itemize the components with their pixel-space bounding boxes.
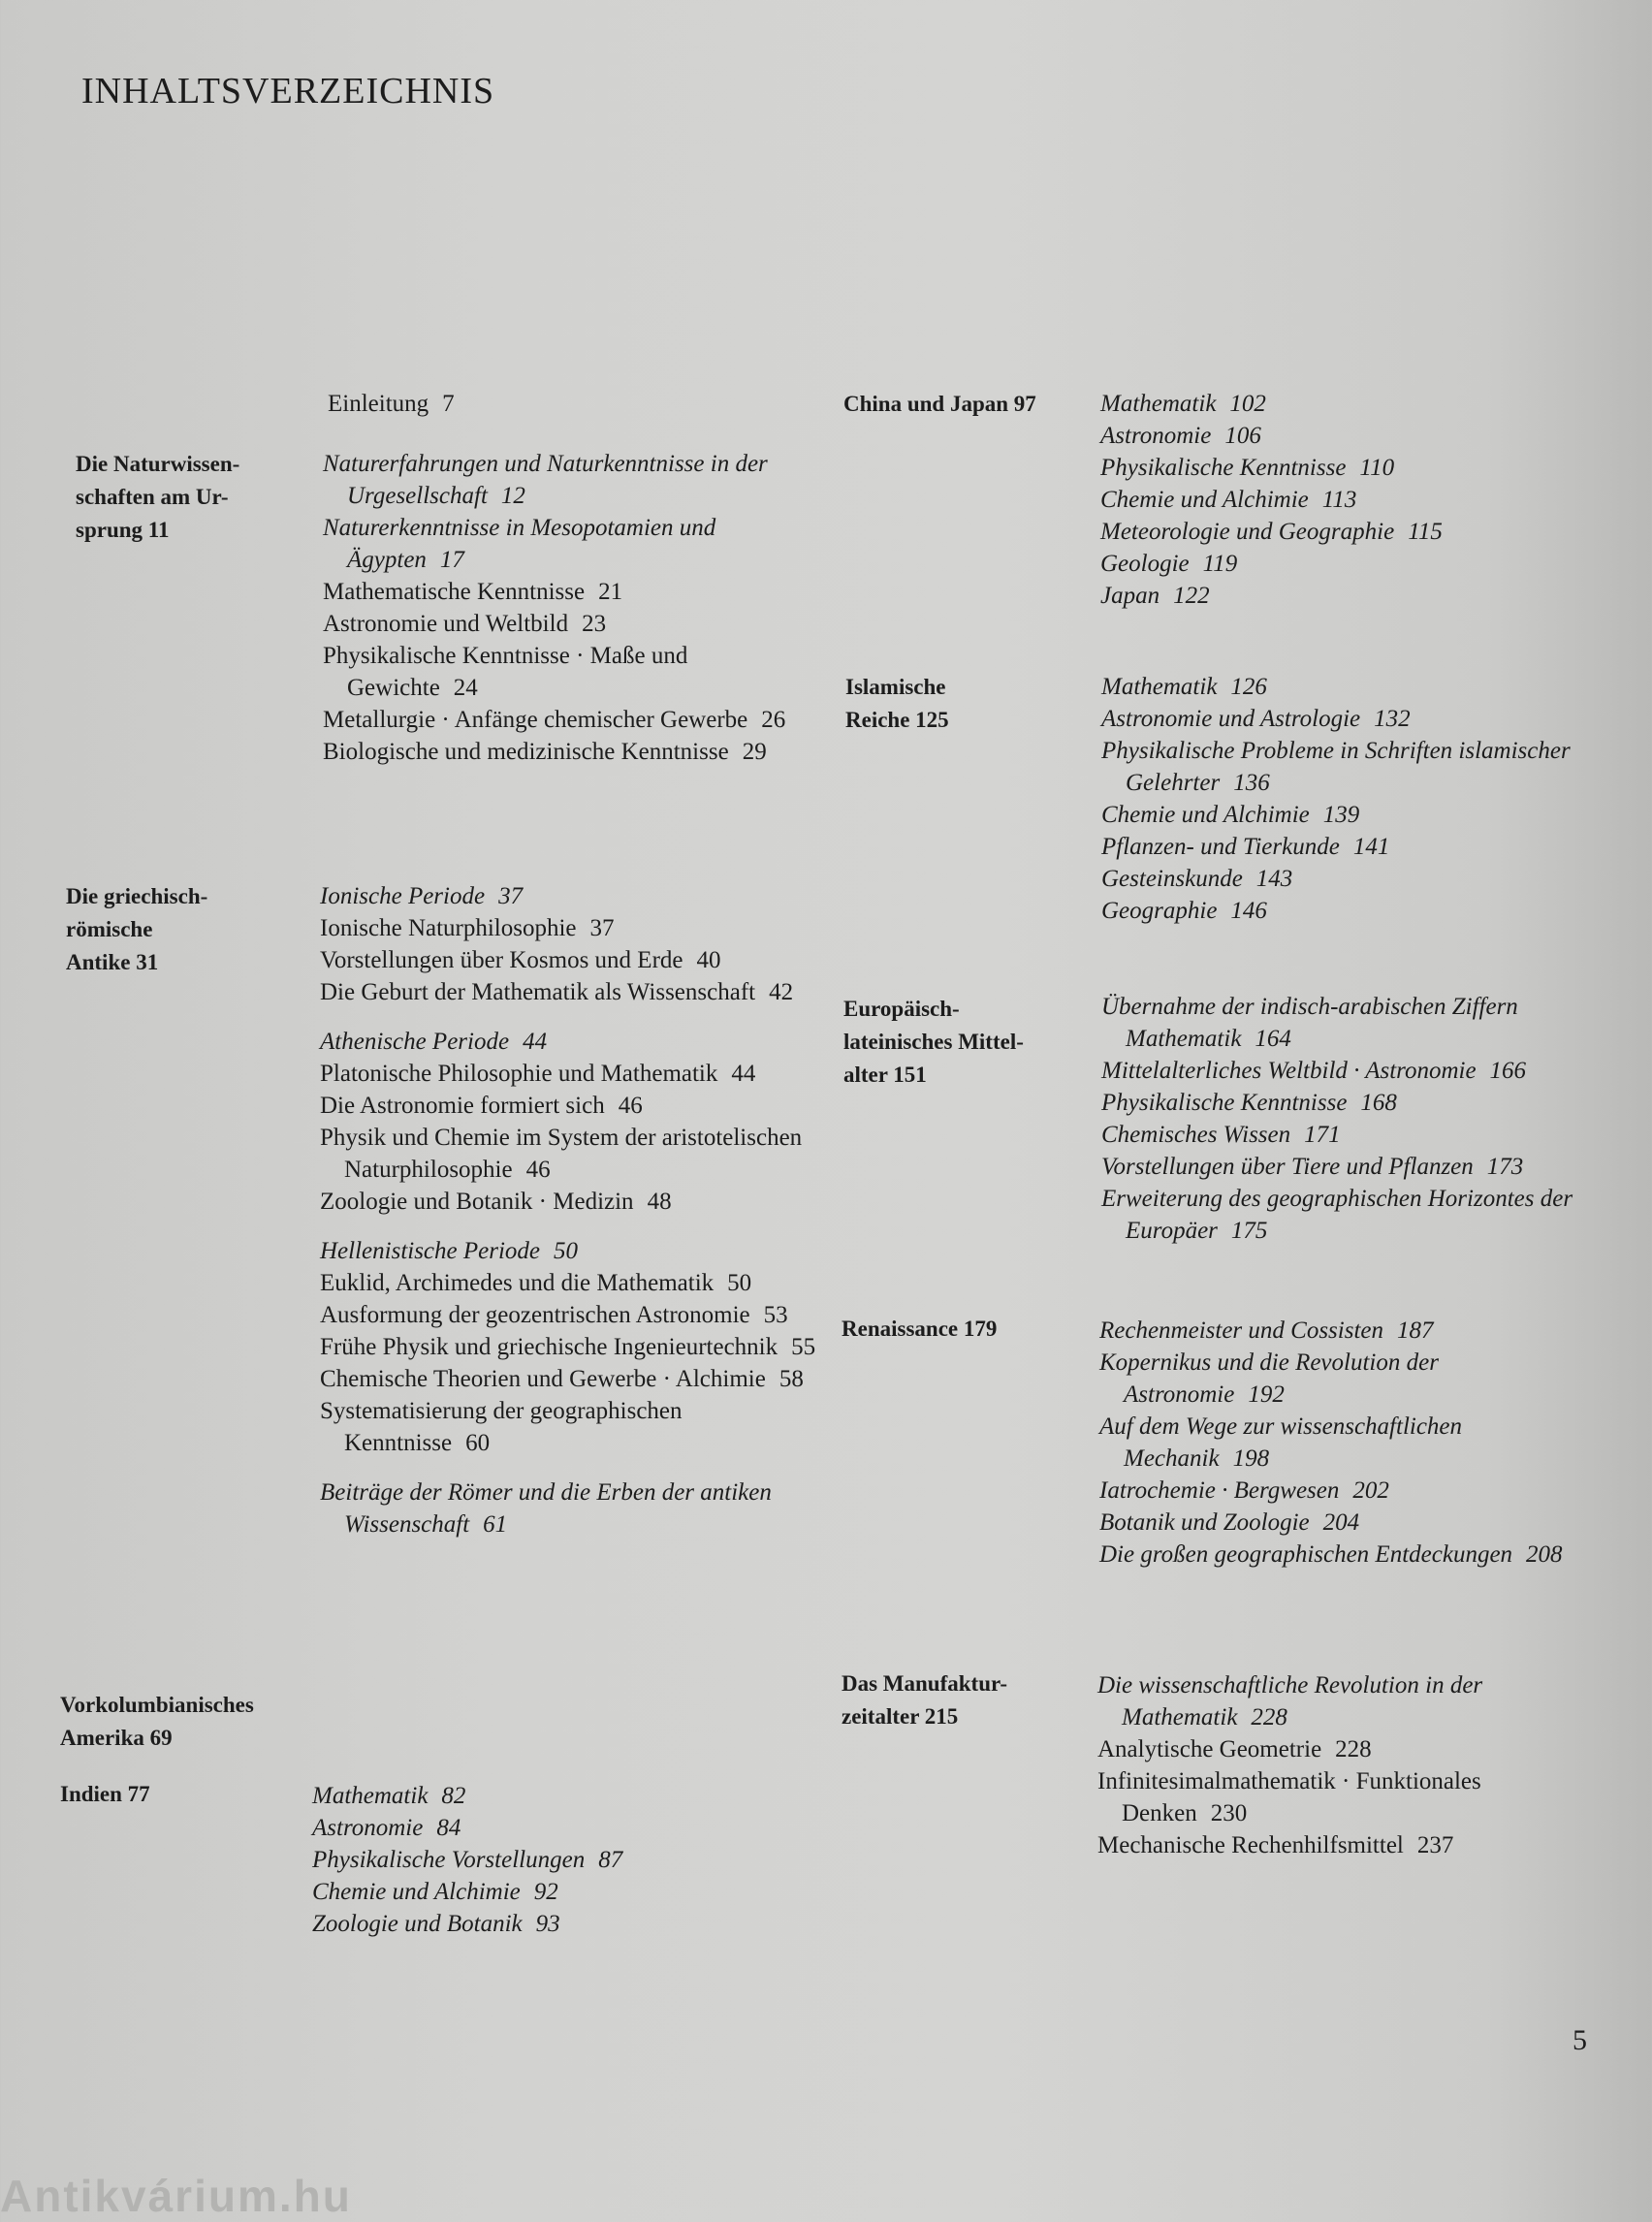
toc-entry — [1101, 895, 1601, 927]
toc-entry-page: 40 — [696, 947, 721, 973]
toc-entry — [312, 1780, 797, 1812]
toc-entry-page: 146 — [1230, 898, 1267, 924]
toc-entry-title: Systematisierung der geographischen Kenntnisse — [320, 1398, 683, 1456]
section-label-china-japan — [843, 388, 1036, 421]
section-label-line: Islamische — [845, 675, 946, 699]
toc-entry-page: 126 — [1230, 674, 1267, 700]
toc-entry — [328, 388, 793, 420]
toc-entry — [1101, 735, 1601, 799]
toc-entry — [320, 880, 829, 912]
toc-entry — [323, 448, 822, 512]
toc-entry-title: Infinitesimalmathematik · Funktionales Denken — [1097, 1768, 1481, 1826]
toc-entry-page: 175 — [1230, 1218, 1268, 1244]
toc-entry — [1099, 1475, 1604, 1507]
toc-entry-title: Ausformung der geozentrischen Astronomie — [320, 1302, 750, 1328]
toc-entry-page: 202 — [1352, 1477, 1389, 1504]
toc-entry — [320, 1186, 829, 1218]
toc-entry — [1101, 991, 1605, 1055]
section-label-manufakturzeitalter — [842, 1667, 1007, 1733]
toc-entry-title: Vorstellungen über Tiere und Pflanzen — [1101, 1154, 1474, 1180]
toc-entry-title: Mathematik — [312, 1783, 429, 1809]
section-label-line: Renaissance 179 — [842, 1317, 998, 1341]
toc-entry-title: Einleitung — [328, 391, 429, 417]
toc-entry — [312, 1844, 797, 1876]
toc-entry-title: Beiträge der Römer und die Erben der antiken Wissenschaft — [320, 1479, 772, 1538]
toc-entry-page: 42 — [769, 979, 794, 1005]
toc-entry-title: Iatrochemie · Bergwesen — [1099, 1477, 1340, 1504]
toc-entry — [1101, 831, 1601, 863]
toc-entry-page: 44 — [523, 1029, 548, 1055]
toc-entry-page: 12 — [500, 483, 525, 509]
toc-entry — [323, 640, 822, 704]
section-label-renaissance — [842, 1313, 997, 1346]
section-label-antike — [66, 880, 207, 979]
toc-entry-page: 208 — [1526, 1541, 1563, 1568]
toc-entry-page: 48 — [647, 1189, 672, 1215]
toc-entry-page: 7 — [442, 391, 455, 417]
toc-entry-title: Übernahme der indisch-arabischen Ziffern Mathematik — [1101, 994, 1518, 1052]
toc-entry-page: 192 — [1248, 1381, 1285, 1408]
toc-entry-title: Physikalische Probleme in Schriften islamischer Gelehrter — [1101, 738, 1571, 796]
toc-entry-title: Botanik und Zoologie — [1099, 1509, 1310, 1536]
section-label-line: Die griechisch- — [66, 884, 208, 908]
toc-entry-page: 113 — [1321, 487, 1357, 513]
toc-entry-page: 53 — [763, 1302, 788, 1328]
section-label-indien — [60, 1778, 150, 1811]
toc-entry-title: Metallurgie · Anfänge chemischer Gewerbe — [323, 707, 748, 733]
toc-entry — [323, 736, 822, 768]
toc-entry — [1101, 671, 1601, 703]
toc-entry-title: Geographie — [1101, 898, 1218, 924]
page-number: 5 — [1573, 2024, 1587, 2056]
toc-entry-page: 50 — [554, 1238, 579, 1264]
toc-entry-title: Chemie und Alchimie — [1101, 802, 1310, 828]
section-label-line: schaften am Ur- — [76, 485, 229, 509]
toc-entry-title: Pflanzen- und Tierkunde — [1101, 834, 1340, 860]
toc-entry-page: 50 — [727, 1270, 752, 1296]
toc-entry — [320, 1331, 829, 1363]
toc-entry-page: 60 — [465, 1430, 491, 1456]
toc-entry — [1101, 799, 1601, 831]
toc-entry — [1100, 452, 1604, 484]
entries-indien — [312, 1780, 797, 1940]
toc-entry — [323, 704, 822, 736]
section-label-line: Vorkolumbianisches — [60, 1693, 254, 1717]
toc-entry-page: 115 — [1408, 519, 1443, 545]
toc-entry-title: Euklid, Archimedes und die Mathematik — [320, 1270, 715, 1296]
toc-entry-title: Kopernikus und die Revolution der Astronomie — [1099, 1349, 1439, 1408]
toc-entry — [312, 1812, 797, 1844]
toc-entry — [320, 1090, 829, 1122]
toc-entry-page: 168 — [1360, 1090, 1397, 1116]
toc-entry-page: 204 — [1322, 1509, 1360, 1536]
toc-entry-page: 82 — [441, 1783, 466, 1809]
toc-entry — [1097, 1733, 1602, 1765]
toc-entry-page: 164 — [1255, 1026, 1291, 1052]
toc-entry — [320, 976, 829, 1008]
toc-entry-title: Chemisches Wissen — [1101, 1122, 1291, 1148]
toc-entry — [1100, 420, 1604, 452]
entries-mittelalter — [1101, 991, 1605, 1247]
toc-entry-page: 23 — [582, 611, 607, 637]
toc-entry — [320, 1058, 829, 1090]
toc-entry-title: Physikalische Kenntnisse · Maße und Gewichte — [323, 643, 688, 701]
toc-entry — [312, 1876, 797, 1908]
section-label-line: sprung 11 — [76, 518, 170, 542]
toc-entry-title: Physik und Chemie im System der aristotelischen Naturphilosophie — [320, 1125, 803, 1183]
toc-entry-title: Die Geburt der Mathematik als Wissenschaft — [320, 979, 756, 1005]
toc-entry-page: 166 — [1489, 1058, 1527, 1084]
toc-entry — [1101, 1151, 1605, 1183]
toc-entry-title: Mathematik — [1100, 391, 1217, 417]
toc-entry-title: Zoologie und Botanik — [312, 1911, 523, 1937]
section-label-line: lateinisches Mittel- — [843, 1030, 1024, 1054]
toc-entry — [1099, 1347, 1604, 1411]
toc-entry-title: Naturerfahrungen und Naturkenntnisse in der Urgesellschaft — [323, 451, 768, 509]
entries-china-japan — [1100, 388, 1604, 612]
toc-entry-title: Geologie — [1100, 551, 1190, 577]
toc-entry — [320, 912, 829, 944]
toc-entry-title: Erweiterung des geographischen Horizontes der Europäer — [1101, 1186, 1573, 1244]
toc-entry — [1099, 1315, 1604, 1347]
watermark: Antikvárium.hu — [0, 2171, 352, 2221]
toc-entry-page: 102 — [1229, 391, 1266, 417]
toc-entry-page: 228 — [1335, 1736, 1372, 1762]
toc-entry — [1101, 1119, 1605, 1151]
toc-entry — [1101, 1087, 1605, 1119]
toc-entry — [320, 1235, 829, 1267]
section-label-line: Europäisch- — [843, 997, 960, 1021]
toc-entry-title: Astronomie — [1100, 423, 1212, 449]
toc-entry — [1097, 1829, 1602, 1861]
toc-entry — [1101, 1055, 1605, 1087]
toc-entry-page: 37 — [498, 883, 524, 909]
toc-entry-page: 110 — [1359, 455, 1395, 481]
toc-entry-title: Mathematische Kenntnisse — [323, 579, 586, 605]
toc-entry — [1101, 863, 1601, 895]
toc-entry-title: Athenische Periode — [320, 1029, 510, 1055]
toc-entry-title: Biologische und medizinische Kenntnisse — [323, 739, 729, 765]
toc-entry — [1097, 1669, 1602, 1733]
toc-entry-page: 24 — [453, 675, 478, 701]
toc-entry-page: 171 — [1304, 1122, 1341, 1148]
toc-entry-title: Die wissenschaftliche Revolution in der Mathematik — [1097, 1672, 1483, 1730]
toc-entry-page: 26 — [761, 707, 786, 733]
toc-entry — [323, 512, 822, 576]
toc-entry-page: 122 — [1173, 583, 1210, 609]
toc-entry-title: Meteorologie und Geographie — [1100, 519, 1395, 545]
toc-entry-title: Ionische Naturphilosophie — [320, 915, 577, 941]
toc-entry-title: Gesteinskunde — [1101, 866, 1243, 892]
toc-entry-title: Analytische Geometrie — [1097, 1736, 1322, 1762]
toc-entry-page: 173 — [1486, 1154, 1524, 1180]
section-label-amerika — [60, 1689, 254, 1755]
section-label-naturwissenschaften — [76, 448, 239, 547]
toc-entry — [1100, 516, 1604, 548]
toc-entry — [1100, 484, 1604, 516]
toc-entry-title: Frühe Physik und griechische Ingenieurtechnik — [320, 1334, 778, 1360]
toc-entry-title: Mittelalterliches Weltbild · Astronomie — [1101, 1058, 1477, 1084]
toc-entry-page: 84 — [436, 1815, 461, 1841]
toc-entry — [320, 1299, 829, 1331]
toc-entry — [1101, 703, 1601, 735]
toc-entry-title: Physikalische Kenntnisse — [1100, 455, 1347, 481]
toc-entry-title: Hellenistische Periode — [320, 1238, 541, 1264]
toc-entry-title: Chemische Theorien und Gewerbe · Alchimie — [320, 1366, 766, 1392]
toc-entry-title: Astronomie — [312, 1815, 424, 1841]
toc-entry — [323, 576, 822, 608]
toc-entry-page: 132 — [1374, 706, 1411, 732]
toc-entry-page: 46 — [618, 1093, 643, 1119]
toc-entry-page: 237 — [1416, 1832, 1454, 1858]
toc-entry-title: Mathematik — [1101, 674, 1218, 700]
toc-entry-page: 55 — [791, 1334, 816, 1360]
page-title: INHALTSVERZEICHNIS — [81, 71, 495, 111]
entries-renaissance — [1099, 1315, 1604, 1571]
toc-entry-title: Rechenmeister und Cossisten — [1099, 1317, 1384, 1344]
section-label-islamische-reiche — [845, 671, 949, 737]
toc-entry-title: Physikalische Kenntnisse — [1101, 1090, 1348, 1116]
toc-entry-title: Naturerkenntnisse in Mesopotamien und Ägypten — [323, 515, 716, 573]
toc-entry-title: Zoologie und Botanik · Medizin — [320, 1189, 634, 1215]
toc-entry-title: Die Astronomie formiert sich — [320, 1093, 605, 1119]
section-label-line: Amerika 69 — [60, 1726, 173, 1750]
toc-entry-page: 92 — [533, 1879, 558, 1905]
toc-entry — [320, 1122, 829, 1186]
entries-antike — [320, 880, 829, 1540]
toc-entry — [1099, 1539, 1604, 1571]
toc-entry — [1100, 388, 1604, 420]
toc-entry-page: 187 — [1397, 1317, 1434, 1344]
toc-entry-page: 106 — [1224, 423, 1261, 449]
toc-entry-page: 87 — [598, 1847, 623, 1873]
toc-entry-page: 139 — [1322, 802, 1360, 828]
toc-entry-page: 21 — [598, 579, 623, 605]
entries-islamische-reiche — [1101, 671, 1601, 927]
toc-entry — [320, 944, 829, 976]
toc-entry — [1100, 580, 1604, 612]
section-label-line: zeitalter 215 — [842, 1704, 959, 1729]
section-label-mittelalter — [843, 993, 1024, 1092]
toc-entry-page: 58 — [778, 1366, 804, 1392]
section-label-line: alter 151 — [843, 1063, 927, 1087]
toc-entry-page: 61 — [483, 1511, 508, 1538]
toc-entry-title: Japan — [1100, 583, 1160, 609]
toc-entry — [312, 1908, 797, 1940]
section-label-line: China und Japan 97 — [843, 392, 1036, 416]
toc-entry — [1097, 1765, 1602, 1829]
section-label-line: römische — [66, 917, 153, 941]
toc-entry-page: 17 — [439, 547, 464, 573]
toc-entry-page: 143 — [1255, 866, 1293, 892]
toc-entry-title: Platonische Philosophie und Mathematik — [320, 1061, 718, 1087]
toc-entry-title: Astronomie und Weltbild — [323, 611, 569, 637]
toc-entry-page: 44 — [731, 1061, 756, 1087]
toc-entry-title: Die großen geographischen Entdeckungen — [1099, 1541, 1513, 1568]
entries-manufakturzeitalter — [1097, 1669, 1602, 1861]
entries-naturwissenschaften — [323, 448, 822, 768]
section-label-line: Das Manufaktur- — [842, 1671, 1008, 1696]
toc-entry — [320, 1267, 829, 1299]
toc-entry — [1101, 1183, 1605, 1247]
toc-entry-page: 93 — [535, 1911, 560, 1937]
toc-entry — [1099, 1507, 1604, 1539]
toc-entry-title: Ionische Periode — [320, 883, 486, 909]
intro-entries — [328, 388, 793, 420]
section-label-line: Die Naturwissen- — [76, 452, 240, 476]
toc-entry — [323, 608, 822, 640]
toc-entry-title: Physikalische Vorstellungen — [312, 1847, 586, 1873]
toc-entry-page: 141 — [1352, 834, 1390, 860]
toc-entry — [1099, 1411, 1604, 1475]
toc-entry — [320, 1026, 829, 1058]
toc-entry-page: 230 — [1210, 1800, 1248, 1826]
toc-entry-title: Chemie und Alchimie — [312, 1879, 521, 1905]
toc-entry-page: 29 — [742, 739, 767, 765]
section-label-line: Reiche 125 — [845, 708, 949, 732]
toc-entry-page: 119 — [1202, 551, 1238, 577]
toc-entry — [320, 1395, 829, 1459]
toc-entry — [320, 1363, 829, 1395]
toc-entry-page: 228 — [1251, 1704, 1287, 1730]
toc-entry-title: Vorstellungen über Kosmos und Erde — [320, 947, 683, 973]
section-label-line: Indien 77 — [60, 1782, 150, 1806]
toc-entry-title: Chemie und Alchimie — [1100, 487, 1309, 513]
toc-entry-title: Auf dem Wege zur wissenschaftlichen Mechanik — [1099, 1413, 1463, 1472]
toc-entry — [320, 1476, 829, 1540]
section-label-line: Antike 31 — [66, 950, 159, 974]
toc-entry-title: Mechanische Rechenhilfsmittel — [1097, 1832, 1404, 1858]
toc-entry-page: 46 — [525, 1157, 551, 1183]
toc-entry-title: Astronomie und Astrologie — [1101, 706, 1361, 732]
toc-entry-page: 37 — [589, 915, 615, 941]
toc-entry — [1100, 548, 1604, 580]
toc-entry-page: 198 — [1232, 1445, 1270, 1472]
toc-entry-page: 136 — [1233, 770, 1270, 796]
